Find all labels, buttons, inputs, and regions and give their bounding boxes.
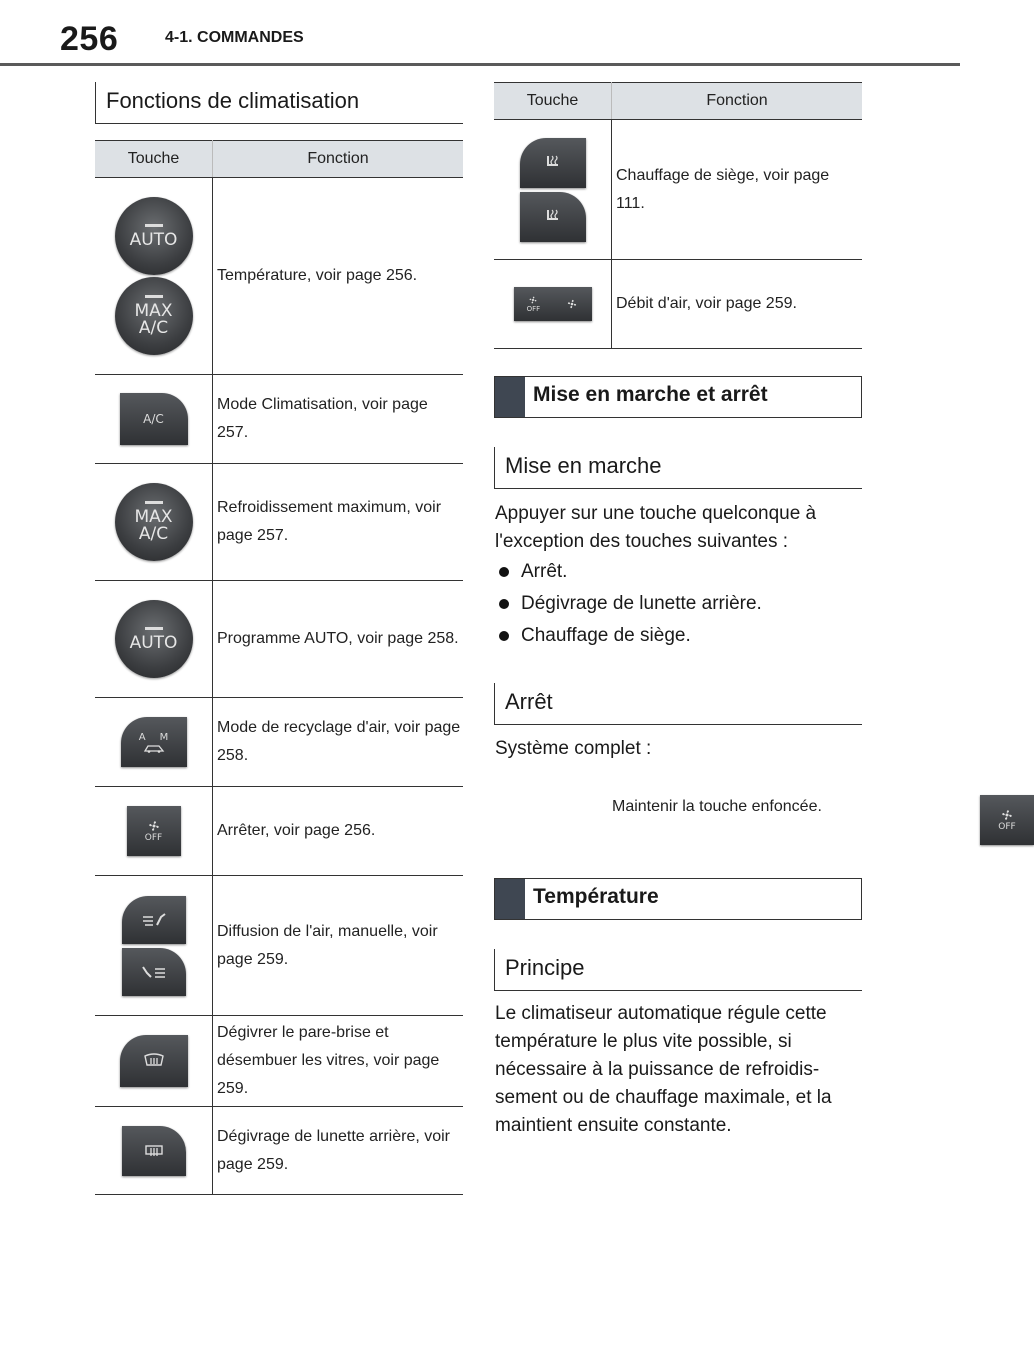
air-flow-buttons-icon: OFF <box>514 287 592 321</box>
air-distribution-upper-icon <box>122 896 186 944</box>
air-distribution-lower-icon <box>122 948 186 996</box>
table-row <box>95 876 463 1016</box>
list-item: Dégivrage de lunette arrière. <box>495 588 865 620</box>
fan-icon <box>147 819 161 833</box>
max-ac-button-icon: MAX A/C <box>115 277 193 355</box>
off-key-text: Maintenir la touche enfoncée. <box>612 798 822 815</box>
function-text: Débit d'air, voir page 259. <box>612 260 863 349</box>
function-text: Arrêter, voir page 256. <box>213 787 464 876</box>
air-recirculation-button-icon: AM <box>121 717 187 767</box>
fan-large-icon <box>566 298 578 310</box>
table-row <box>95 178 463 375</box>
heading-on-off: Mise en marche et arrêt <box>494 376 862 418</box>
rear-window-defrost-button-icon <box>122 1126 186 1176</box>
subheading-off: Arrêt <box>494 683 862 725</box>
function-text: Température, voir page 256. <box>213 178 464 375</box>
climate-functions-table-continued <box>494 82 862 349</box>
auto-button-icon: AUTO <box>115 197 193 275</box>
column-header-function: Fonction <box>612 83 863 120</box>
function-text: Mode de recyclage d'air, voir page 258. <box>213 698 464 787</box>
function-text: Refroidissement maximum, voir page 257. <box>213 464 464 581</box>
table-row <box>95 1016 463 1107</box>
function-text: Diffusion de l'air, manuelle, voir page 259. <box>213 876 464 1016</box>
column-header-key: Touche <box>494 83 612 120</box>
chapter-title: 4-1. COMMANDES <box>165 29 304 46</box>
paragraph-off: Système complet : <box>495 738 652 759</box>
function-text: Dégivrer le pare-brise et désembuer les vitres, voir page 259. <box>213 1016 464 1107</box>
seat-heating-lower-icon <box>520 192 586 242</box>
table-row <box>494 120 862 260</box>
heading-temperature: Température <box>494 878 862 920</box>
seat-heating-upper-icon <box>520 138 586 188</box>
column-header-function: Fonction <box>213 141 464 178</box>
exception-list <box>495 556 865 652</box>
ac-button-icon: A/C <box>120 393 188 445</box>
max-ac-button-icon: MAX A/C <box>115 483 193 561</box>
header-rule <box>0 63 960 66</box>
table-row <box>95 375 463 464</box>
function-text: Programme AUTO, voir page 258. <box>213 581 464 698</box>
table-row <box>95 787 463 876</box>
table-row <box>95 1107 463 1195</box>
table-row <box>95 698 463 787</box>
fan-icon <box>1000 808 1014 822</box>
function-text: Chauffage de siège, voir page 111. <box>612 120 863 260</box>
fan-small-icon <box>528 295 538 305</box>
section-title-climate: Fonctions de climatisation <box>95 82 463 124</box>
function-text: Mode Climatisation, voir page 257. <box>213 375 464 464</box>
climate-functions-table <box>95 140 463 1195</box>
subheading-on: Mise en marche <box>494 447 862 489</box>
auto-button-icon: AUTO <box>115 600 193 678</box>
fan-off-button-icon: OFF <box>127 806 181 856</box>
column-header-key: Touche <box>95 141 213 178</box>
fan-off-button-icon: OFF <box>980 795 1034 845</box>
list-item: Arrêt. <box>495 556 865 588</box>
list-item: Chauffage de siège. <box>495 620 865 652</box>
table-row <box>95 581 463 698</box>
subheading-principle: Principe <box>494 949 862 991</box>
function-text: Dégivrage de lunette arrière, voir page 259. <box>213 1107 464 1195</box>
page-number: 256 <box>60 20 119 58</box>
car-recirculation-icon <box>143 743 165 753</box>
windshield-defrost-button-icon <box>120 1035 188 1087</box>
table-row <box>494 260 862 349</box>
paragraph-principle: Le climatiseur automatique régule cette température le plus vite possible, si nécessaire à la puissance de refroidis-sement ou de chauffage maximale, et la maintient ensuite constante. <box>495 1003 832 1136</box>
table-row <box>95 464 463 581</box>
paragraph-on: Appuyer sur une touche quelconque à l'exception des touches suivantes : <box>495 503 817 552</box>
